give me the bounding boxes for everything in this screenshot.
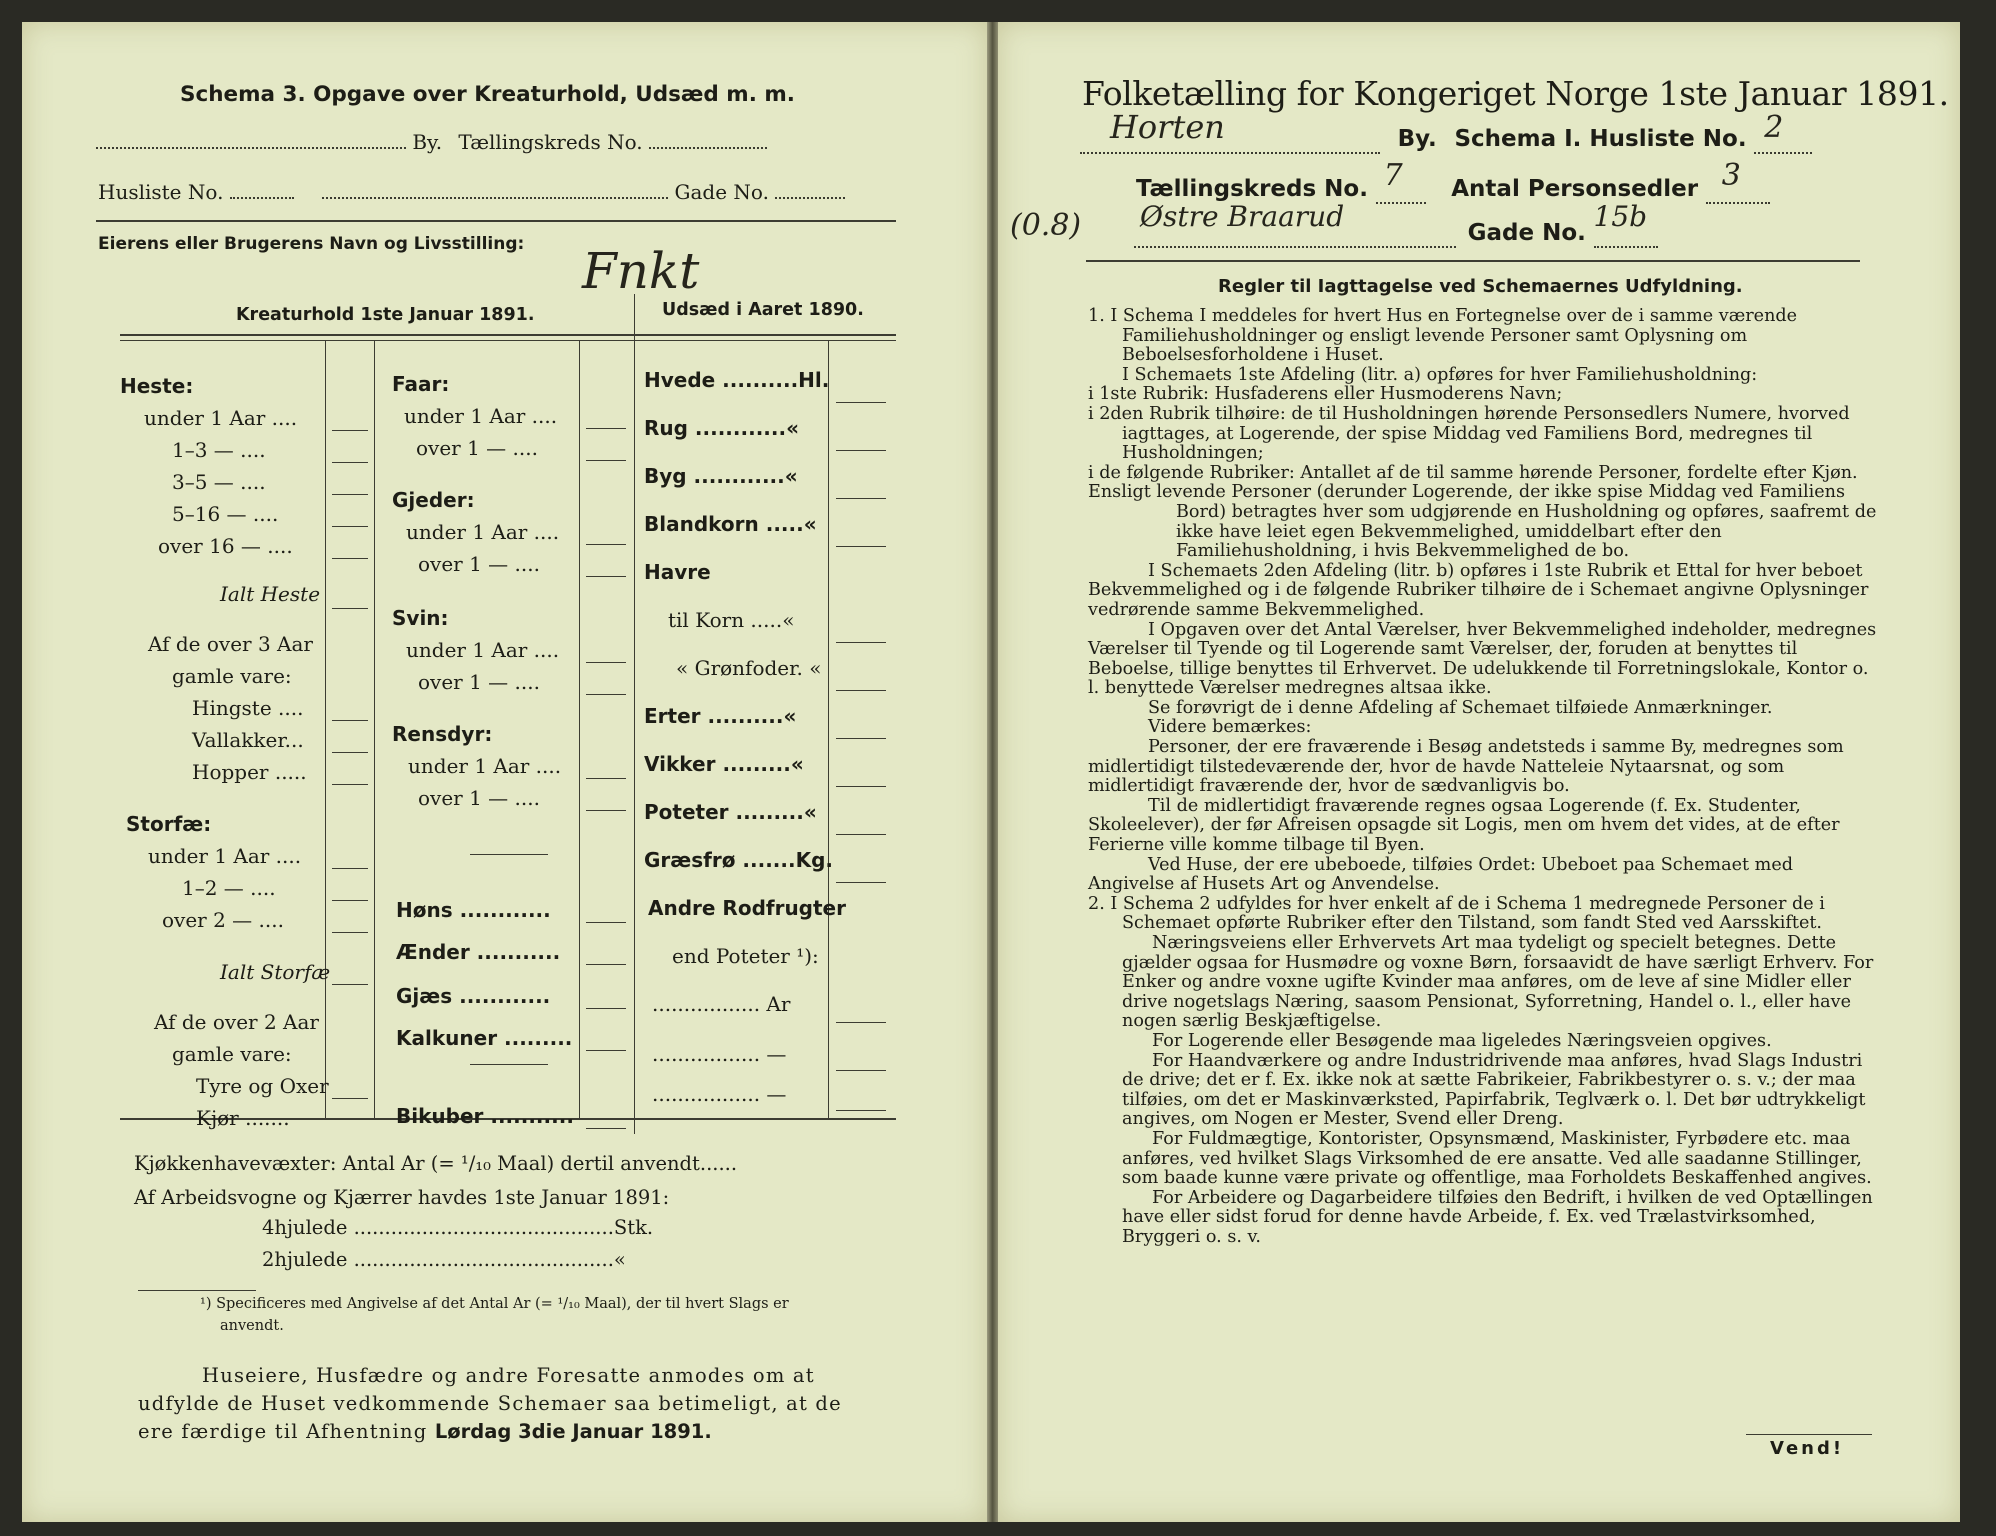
kreaturhold-rule bbox=[120, 334, 634, 336]
col1-value-left bbox=[325, 340, 326, 1118]
rule-paragraph: 1. I Schema I meddeles for hvert Hus en Fortegnelse over de i samme værende Familiehusholdninger og ensligt levende Personer samt Oplysning om Beboelsesforholdene i Huset. bbox=[1088, 306, 1798, 366]
col3-row: ................. — bbox=[652, 1082, 787, 1106]
antal-value: 3 bbox=[1721, 158, 1741, 193]
col2-row: Svin: bbox=[392, 606, 449, 630]
husliste-value: 2 bbox=[1764, 110, 1784, 145]
value-line bbox=[836, 834, 886, 835]
col1-row: Ialt Storfæ bbox=[220, 960, 331, 984]
gade-label: Gade No. bbox=[674, 180, 769, 204]
firehjulede-line: 4hjulede ..........................................Stk. bbox=[262, 1216, 654, 1239]
col3-row: Blandkorn .....« bbox=[644, 512, 817, 536]
value-line bbox=[586, 922, 626, 923]
col2-row: under 1 Aar .... bbox=[408, 754, 562, 778]
rule-paragraph: i 2den Rubrik tilhøire: de til Husholdningen hørende Personsedlers Numere, hvorved iagttages, at Logerende, der spise Middag ved Familiens Bord, medregnes til Husholdningen; bbox=[1088, 403, 1850, 464]
gade-field bbox=[1134, 200, 1456, 248]
vend-label: Vend! bbox=[1770, 1438, 1845, 1459]
rules-title: Regler til Iagttagelse ved Schemaernes Udfyldning. bbox=[1218, 276, 1743, 297]
rule-paragraph: For Arbeidere og Dagarbeidere tilføies den Bedrift, i hvilken de ved Optællingen have eller sidst forud for denne havde Arbeide, f. Ex. ved Trælastvirksomhed, Bryggeri o. s. v. bbox=[1122, 1187, 1873, 1247]
closing-line-2: udfylde de Huset vedkommende Schemaer saa betimeligt, at de bbox=[138, 1392, 842, 1415]
value-line bbox=[332, 984, 368, 985]
col1-row: over 2 — .... bbox=[162, 908, 284, 932]
book-spine bbox=[987, 22, 998, 1522]
col3-row: ................. — bbox=[652, 1042, 787, 1066]
value-line bbox=[586, 810, 626, 811]
husliste-field bbox=[1754, 110, 1812, 154]
col3-row: Hvede ..........Hl. bbox=[644, 368, 830, 392]
rule-paragraph: Ved Huse, der ere ubeboede, tilføies Ordet: Ubeboet paa Schemaet med Angivelse af Husets Art og Anvendelse. bbox=[1088, 854, 1793, 895]
value-line bbox=[836, 1110, 886, 1111]
vend-rule bbox=[1746, 1434, 1872, 1435]
rule-paragraph: Videre bemærkes: bbox=[1148, 717, 1312, 738]
value-line bbox=[836, 690, 886, 691]
by-line bbox=[96, 130, 767, 154]
by-dotted bbox=[96, 147, 406, 149]
col2-row: Kalkuner ......... bbox=[396, 1026, 573, 1050]
col1-row: under 1 Aar .... bbox=[148, 844, 302, 868]
udsaed-header: Udsæd i Aaret 1890. bbox=[662, 300, 864, 320]
value-line bbox=[332, 900, 368, 901]
kreaturhold-header: Kreaturhold 1ste Januar 1891. bbox=[236, 305, 535, 325]
col1-row: Heste: bbox=[120, 374, 194, 398]
husliste-line bbox=[98, 180, 845, 204]
eier-label: Eierens eller Brugerens Navn og Livsstilling: bbox=[98, 234, 525, 254]
col3-row: Rug ............« bbox=[644, 416, 800, 440]
value-line bbox=[586, 544, 626, 545]
gade-no-value: 15b bbox=[1593, 200, 1648, 233]
column-divider bbox=[634, 294, 635, 1134]
col1-row: under 1 Aar .... bbox=[144, 406, 298, 430]
rule-paragraph: I Opgaven over det Antal Værelser, hver Bekvemmelighed indeholder, medregnes Værelser til Tyende og til Logerende samt Værelser, der, foruden at benyttes til Beboelse, tillige benyttes til Erhvervet. De udelukkende til Forretningslokale, Kontor o. l. benyttede Værelser medregnes altsaa ikke. bbox=[1088, 619, 1877, 699]
rule-paragraph: I Schemaets 1ste Afdeling (litr. a) opføres for hver Familiehusholdning: bbox=[1122, 364, 1758, 385]
col2-row: Gjæs ............ bbox=[396, 984, 551, 1008]
value-line bbox=[332, 462, 368, 463]
value-line bbox=[586, 964, 626, 965]
col2-row: under 1 Aar .... bbox=[406, 520, 560, 544]
by-line bbox=[1080, 108, 1812, 154]
census-title: Folketælling for Kongeriget Norge 1ste Januar 1891. bbox=[1082, 74, 1949, 113]
col1-row: Ialt Heste bbox=[220, 582, 321, 606]
gade-label: Gade No. bbox=[1467, 220, 1586, 246]
footnote-rule bbox=[138, 1290, 256, 1291]
col1-row: Hopper ..... bbox=[192, 760, 307, 784]
col3-row: Poteter .........« bbox=[644, 800, 817, 824]
col1-row: 3–5 — .... bbox=[172, 470, 266, 494]
value-line bbox=[836, 1070, 886, 1071]
header-rule bbox=[96, 220, 896, 222]
value-line bbox=[836, 642, 886, 643]
eier-signature: Fnkt bbox=[582, 242, 700, 300]
value-line bbox=[332, 784, 368, 785]
value-line bbox=[586, 1050, 626, 1051]
gade-dotted bbox=[322, 197, 668, 199]
value-line bbox=[586, 460, 626, 461]
rule-paragraph: i de følgende Rubriker: Antallet af de til samme hørende Personer, fordelte efter Kjøn. bbox=[1088, 462, 1858, 483]
col1-row: gamle vare: bbox=[172, 1042, 292, 1066]
separator-line bbox=[470, 854, 548, 855]
closing-line-3 bbox=[138, 1420, 712, 1443]
rule-paragraph: I Schemaets 2den Afdeling (litr. b) opføres i 1ste Rubrik et Ettal for hver beboet Bekvemmelighed og i de følgende Rubriker tilhøire de i Schemaet angivne Oplysninger vedrørende samme Bekvemmelighed. bbox=[1088, 560, 1869, 620]
col3-row: Vikker .........« bbox=[644, 752, 804, 776]
closing-line-3-text: ere færdige til Afhentning bbox=[138, 1420, 435, 1443]
value-line bbox=[332, 752, 368, 753]
col1-row: Hingste .... bbox=[192, 696, 304, 720]
footnote-line-1: ¹) Specificeres med Angivelse af det Antal Ar (= ¹/₁₀ Maal), der til hvert Slags er bbox=[200, 1296, 789, 1312]
value-line bbox=[332, 558, 368, 559]
rules-text bbox=[1088, 307, 1878, 1248]
value-line bbox=[332, 932, 368, 933]
by-label: By. bbox=[1397, 126, 1437, 152]
value-line bbox=[836, 450, 886, 451]
col1-row: 5–16 — .... bbox=[172, 502, 279, 526]
value-line bbox=[836, 546, 886, 547]
col2-row: Høns ............ bbox=[396, 898, 551, 922]
col2-row: under 1 Aar .... bbox=[406, 638, 560, 662]
rule-paragraph: Se forøvrigt de i denne Afdeling af Schemaet tilføiede Anmærkninger. bbox=[1148, 697, 1773, 718]
closing-line-3-date: Lørdag 3die Januar 1891. bbox=[434, 1420, 712, 1443]
col2-row: over 1 — .... bbox=[416, 436, 538, 460]
value-line bbox=[836, 786, 886, 787]
col2-row: Ænder ........... bbox=[396, 940, 561, 964]
rule-paragraph: For Fuldmægtige, Kontorister, Opsynsmænd, Maskinister, Fyrbødere etc. maa anføres, ved hvilket Slags Virksomhed de ere ansatte. Ved alle saadanne Stillinger, som baade kunne være private og offentlige, maa Forholdets Beskaffenhed angives. bbox=[1122, 1128, 1872, 1189]
col2-row: over 1 — .... bbox=[418, 786, 540, 810]
antal-field bbox=[1706, 158, 1770, 204]
by-label: By. bbox=[412, 130, 443, 154]
value-line bbox=[332, 1098, 368, 1099]
taellingskreds-label: Tællingskreds No. bbox=[1136, 176, 1368, 202]
col2-row: over 1 — .... bbox=[418, 552, 540, 576]
rule-paragraph: Ensligt levende Personer (derunder Logerende, der ikke spise Middag ved Familiens Bord) betragtes hver som udgjørende en Husholdning og opføres, saafremt de ikke have leiet egen Bekvemmelighed, umiddelbart efter den Familiehusholdning, i hvis Bekvemmelighed de bo. bbox=[1088, 482, 1877, 562]
schema3-title: Schema 3. Opgave over Kreaturhold, Udsæd m. m. bbox=[180, 82, 795, 107]
value-line bbox=[836, 882, 886, 883]
taellingskreds-dotted bbox=[649, 147, 767, 149]
col1-row: gamle vare: bbox=[172, 664, 292, 688]
value-line bbox=[586, 778, 626, 779]
col3-row: end Poteter ¹): bbox=[672, 944, 819, 968]
col2-row: over 1 — .... bbox=[418, 670, 540, 694]
value-line bbox=[836, 738, 886, 739]
col1-row: 1–3 — .... bbox=[172, 438, 266, 462]
col2-row: Faar: bbox=[392, 372, 450, 396]
col2-value-left bbox=[579, 340, 580, 1118]
value-line bbox=[836, 402, 886, 403]
col3-row: ................. Ar bbox=[652, 992, 791, 1016]
gade-value: Østre Braarud bbox=[1140, 200, 1345, 233]
col3-row: « Grønfoder. « bbox=[676, 656, 822, 680]
col2-row: under 1 Aar .... bbox=[404, 404, 558, 428]
rule-paragraph: Næringsveiens eller Erhvervets Art maa tydeligt og specielt betegnes. Dette gjælder ogsaa for Husmødre og voxne Børn, forsaavidt de have særligt Erhverv. For Enker og andre voxne ugifte Kvinder maa anføres, om de leve af sine Midler eller drive nogetslags Næring, saasom Pensionat, Syforretning, Handel o. l., eller have nogen særlig Beskjæftigelse. bbox=[1122, 933, 1874, 1032]
value-line bbox=[332, 868, 368, 869]
col3-row: Græsfrø .......Kg. bbox=[644, 848, 834, 872]
col1-row: Af de over 2 Aar bbox=[154, 1010, 319, 1034]
closing-line-1: Huseiere, Husfædre og andre Foresatte anmodes om at bbox=[202, 1364, 815, 1387]
header-rule bbox=[1086, 260, 1860, 262]
antal-label: Antal Personsedler bbox=[1451, 176, 1699, 202]
rule-paragraph: Personer, der ere fraværende i Besøg andetsteds i samme By, medregnes som midlertidigt tilstedeværende der, hvor de havde Natteleie Nytaarsnat, og som midlertidigt fraværende der, hvor de sædvanligvis bo. bbox=[1088, 737, 1844, 797]
margin-note: (0.8) bbox=[1010, 208, 1082, 243]
tohjulede-line: 2hjulede ..........................................« bbox=[262, 1248, 626, 1271]
col3-row: Byg ............« bbox=[644, 464, 798, 488]
col3-row: til Korn .....« bbox=[668, 608, 795, 632]
rule-paragraph: i 1ste Rubrik: Husfaderens eller Husmoderens Navn; bbox=[1088, 384, 1563, 405]
col1-row: 1–2 — .... bbox=[182, 876, 276, 900]
taellingskreds-label: Tællingskreds No. bbox=[458, 130, 643, 154]
value-line bbox=[586, 1008, 626, 1009]
value-line bbox=[836, 1022, 886, 1023]
col2-row: Rensdyr: bbox=[392, 722, 493, 746]
col1-row: Af de over 3 Aar bbox=[148, 632, 313, 656]
col1-row: Vallakker... bbox=[192, 728, 304, 752]
value-line bbox=[836, 498, 886, 499]
separator-line bbox=[470, 1064, 548, 1065]
value-line bbox=[332, 526, 368, 527]
by-value: Horten bbox=[1110, 108, 1225, 146]
by-field bbox=[1080, 108, 1380, 154]
value-line bbox=[332, 494, 368, 495]
taellingskreds-field bbox=[1376, 158, 1426, 204]
value-line bbox=[586, 428, 626, 429]
col1-row: Kjør ....... bbox=[196, 1106, 290, 1130]
table-top-rule bbox=[120, 340, 896, 341]
value-line bbox=[586, 576, 626, 577]
col3-row: Havre bbox=[644, 560, 711, 584]
value-line bbox=[332, 608, 368, 609]
value-line bbox=[586, 1128, 626, 1129]
value-line bbox=[332, 430, 368, 431]
gade-line bbox=[1134, 200, 1658, 248]
rule-paragraph: Til de midlertidigt fraværende regnes ogsaa Logerende (f. Ex. Studenter, Skoleelever), der før Afreisen opsagde sit Logis, men om hvem det vides, at de efter Ferierne ville komme tilbage til Byen. bbox=[1088, 795, 1840, 856]
kjokkenhave-line: Kjøkkenhavevæxter: Antal Ar (= ¹/₁₀ Maal) dertil anvendt...... bbox=[134, 1152, 738, 1175]
col3-row: Andre Rodfrugter bbox=[648, 896, 846, 920]
arbeidsvogne-line: Af Arbeidsvogne og Kjærrer havdes 1ste Januar 1891: bbox=[134, 1186, 670, 1209]
col2-row: Bikuber ........... bbox=[396, 1104, 574, 1128]
left-page bbox=[22, 22, 987, 1522]
rule-paragraph: 2. I Schema 2 udfyldes for hver enkelt af de i Schema 1 medregnede Personer de i Schemaet opførte Rubriker efter den Tilstand, som fandt Sted ved Aarsskiftet. bbox=[1088, 893, 1825, 934]
col1-row: Tyre og Oxer bbox=[196, 1074, 329, 1098]
husliste-label: Husliste No. bbox=[98, 180, 224, 204]
col3-value-left bbox=[828, 340, 829, 1118]
value-line bbox=[332, 720, 368, 721]
col1-value-right bbox=[374, 340, 375, 1118]
rule-paragraph: For Logerende eller Besøgende maa ligeledes Næringsveien opgives. bbox=[1152, 1030, 1772, 1051]
col3-row: Erter ..........« bbox=[644, 704, 797, 728]
footnote-line-2: anvendt. bbox=[220, 1318, 284, 1334]
right-page bbox=[998, 22, 1960, 1522]
col1-row: over 16 — .... bbox=[158, 534, 293, 558]
taellingskreds-value: 7 bbox=[1383, 158, 1403, 193]
udsaed-rule bbox=[634, 334, 896, 336]
col2-row: Gjeder: bbox=[392, 488, 475, 512]
gade-no-dotted bbox=[775, 197, 845, 199]
gade-no-field bbox=[1593, 200, 1658, 248]
col1-row: Storfæ: bbox=[126, 812, 212, 836]
husliste-dotted bbox=[230, 197, 294, 199]
rule-paragraph: For Haandværkere og andre Industridrivende maa anføres, hvad Slags Industri de drive; det er f. Ex. ikke nok at sætte Fabrikeier, Fabrikbestyrer o. s. v.; der maa tilføies, om det er Maskinværksted, Papirfabrik, Teglværk o. l. Det bør udtrykkeligt angives, om Nogen er Mester, Svend eller Dreng. bbox=[1122, 1050, 1866, 1130]
value-line bbox=[586, 694, 626, 695]
schema-label: Schema I. Husliste No. bbox=[1454, 126, 1747, 152]
value-line bbox=[586, 662, 626, 663]
